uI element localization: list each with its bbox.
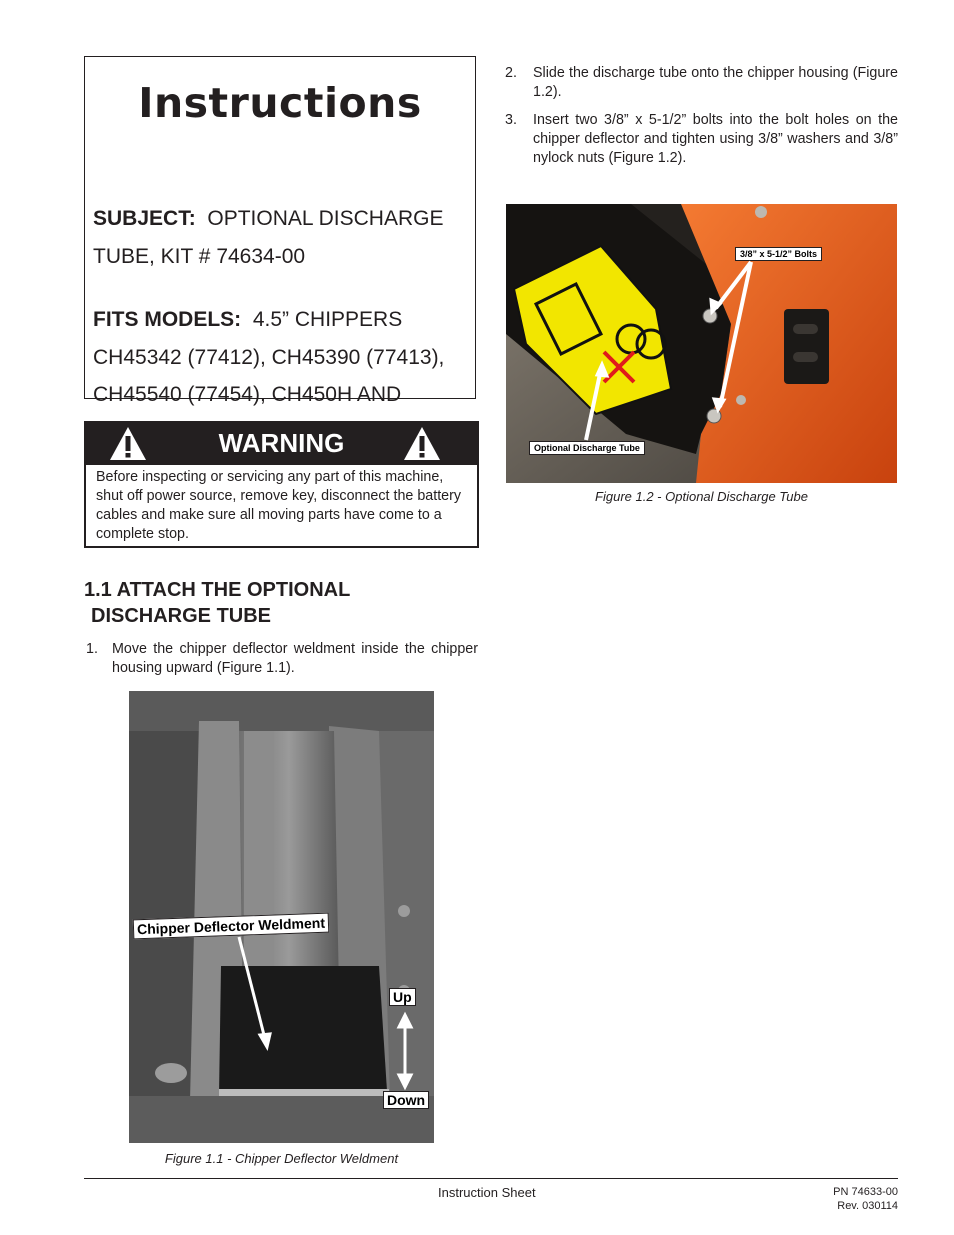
fits-models-label: FITS MODELS:: [93, 308, 242, 331]
callout-up: Up: [389, 988, 416, 1006]
warning-text: Before inspecting or servicing any part of this machine, shut off power source, remove key, disconnect the battery cables and make sure all moving parts have come to a complete stop.: [96, 469, 462, 542]
page-title: Instructions: [138, 79, 422, 127]
callout-bolts: 3/8” x 5-1/2” Bolts: [735, 247, 822, 261]
figure-1-2-photo: [506, 204, 897, 483]
step-number: 1.: [86, 641, 98, 657]
subject-text: OPTIONAL DISCHARGE TUBE, KIT # 74634-00: [93, 207, 444, 268]
subject-label: SUBJECT:: [93, 207, 196, 230]
warning-header: [86, 423, 477, 465]
warning-title: WARNING: [218, 428, 345, 458]
revision: Rev. 030114: [837, 1200, 898, 1212]
part-number: PN 74633-00: [833, 1186, 898, 1198]
figure-1-1-photo: [129, 691, 434, 1143]
callout-discharge-tube: Optional Discharge Tube: [529, 441, 645, 455]
figure-1-2-caption: Figure 1.2 - Optional Discharge Tube: [595, 489, 808, 504]
footer-part-info: [833, 1185, 898, 1213]
step-text: Slide the discharge tube onto the chipper housing (Figure 1.2).: [533, 65, 898, 100]
subject-block: [93, 200, 473, 275]
callout-deflector-weldment: Chipper Deflector Weldment: [133, 913, 330, 940]
section-heading-line2: DISCHARGE TUBE: [91, 605, 272, 627]
step-text: Insert two 3/8” x 5-1/2” bolts into the bolt holes on the chipper deflector and tighten using 3/8” washers and 3/8” nylock nuts (Figure 1.2).: [533, 112, 898, 166]
step-number: 3.: [505, 112, 517, 128]
title-box: [84, 56, 476, 406]
section-heading-line1: 1.1 ATTACH THE OPTIONAL: [84, 579, 351, 601]
fits-models-text: 4.5” CHIPPERS CH45342 (77412), CH45390 (77413), CH45540 (77454), CH450H AND: [93, 308, 445, 406]
footer-rule: [84, 1178, 898, 1179]
warning-box: [84, 421, 479, 548]
callout-arrows: [506, 204, 897, 483]
section-heading: [84, 577, 474, 629]
warning-triangle-icon: [403, 426, 441, 461]
step-text: Move the chipper deflector weldment inside the chipper housing upward (Figure 1.1).: [112, 641, 478, 676]
callout-down: Down: [383, 1091, 429, 1109]
step-number: 2.: [505, 65, 517, 81]
footer-title: Instruction Sheet: [438, 1185, 536, 1200]
callout-arrows: [129, 691, 434, 1143]
figure-1-1-caption: Figure 1.1 - Chipper Deflector Weldment: [164, 1151, 399, 1166]
